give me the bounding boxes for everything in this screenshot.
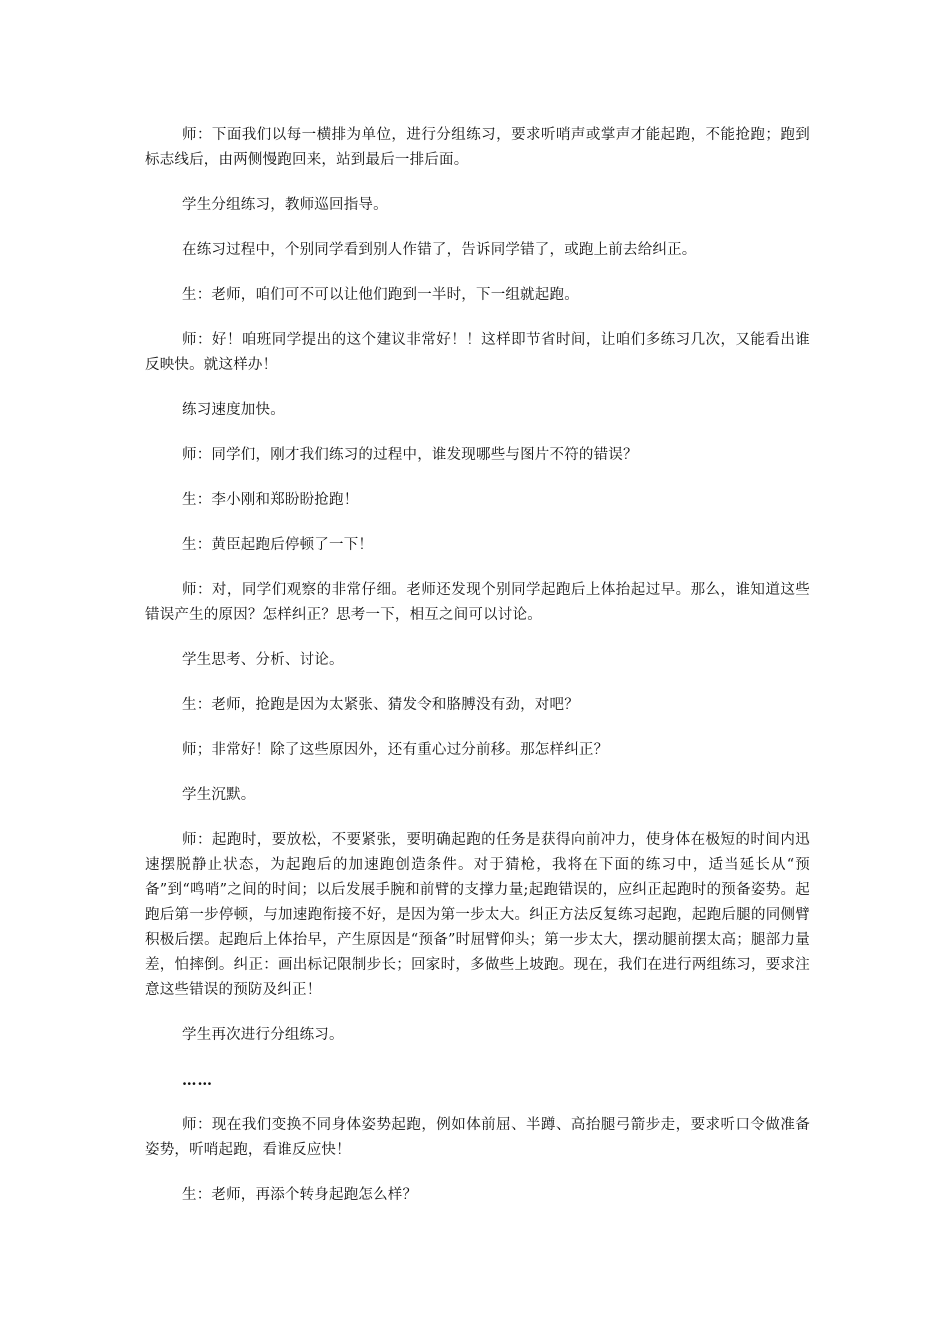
- paragraph: 学生分组练习，教师巡回指导。: [182, 197, 388, 213]
- paragraph: 生：老师，再添个转身起跑怎么样？: [182, 1187, 418, 1203]
- paragraph: 师：现在我们变换不同身体姿势起跑，例如体前屈、半蹲、高抬腿弓箭步走，要求听口令做准备姿势，听哨起跑，看谁反应快！: [145, 1117, 810, 1158]
- paragraph: 生：老师，抢跑是因为太紧张、猜发令和胳膊没有劲，对吧？: [182, 697, 579, 713]
- ellipsis-paragraph: ……: [182, 1072, 213, 1089]
- paragraph: 师：对，同学们观察的非常仔细。老师还发现个别同学起跑后上体抬起过早。那么，谁知道这些错误产生的原因？怎样纠正？思考一下，相互之间可以讨论。: [145, 582, 810, 623]
- paragraph: 师：好！咱班同学提出的这个建议非常好！！这样即节省时间，让咱们多练习几次，又能看出谁反映快。就这样办！: [145, 332, 810, 373]
- paragraph: 生：老师，咱们可不可以让他们跑到一半时，下一组就起跑。: [182, 287, 579, 303]
- paragraph: 师；非常好！除了这些原因外，还有重心过分前移。那怎样纠正？: [182, 742, 609, 758]
- paragraph: 师：下面我们以每一横排为单位，进行分组练习，要求听哨声或掌声才能起跑，不能抢跑；跑到标志线后，由两侧慢跑回来，站到最后一排后面。: [145, 127, 810, 168]
- paragraph: 学生思考、分析、讨论。: [182, 652, 344, 668]
- paragraph: 生：黄臣起跑后停顿了一下！: [182, 537, 374, 553]
- paragraph: 师：起跑时，要放松，不要紧张，要明确起跑的任务是获得向前冲力，使身体在极短的时间内迅速摆脱静止状态，为起跑后的加速跑创造条件。对于猜枪，我将在下面的练习中，适当延长从“预备”到“鸣哨”之间的时间；以后发展手腕和前臂的支撑力量;起跑错误的，应纠正起跑时的预备姿势。起跑后第一步停顿，与加速跑衔接不好，是因为第一步太大。纠正方法反复练习起跑，起跑后腿的同侧臂积极后摆。起跑后上体抬早，产生原因是“预备”时屈臂仰头；第一步太大，摆动腿前摆太高；腿部力量差，怕摔倒。纠正：画出标记限制步长；回家时，多做些上坡跑。现在，我们在进行两组练习，要求注意这些错误的预防及纠正！: [145, 832, 810, 998]
- paragraph: 在练习过程中，个别同学看到别人作错了，告诉同学错了，或跑上前去给纠正。: [182, 242, 697, 258]
- paragraph: 师：同学们，刚才我们练习的过程中，谁发现哪些与图片不符的错误？: [182, 447, 638, 463]
- document-body: [145, 123, 810, 1228]
- paragraph: 生：李小刚和郑盼盼抢跑！: [182, 492, 359, 508]
- paragraph: 练习速度加快。: [182, 402, 285, 418]
- paragraph: 学生沉默。: [182, 787, 256, 803]
- paragraph: 学生再次进行分组练习。: [182, 1027, 344, 1043]
